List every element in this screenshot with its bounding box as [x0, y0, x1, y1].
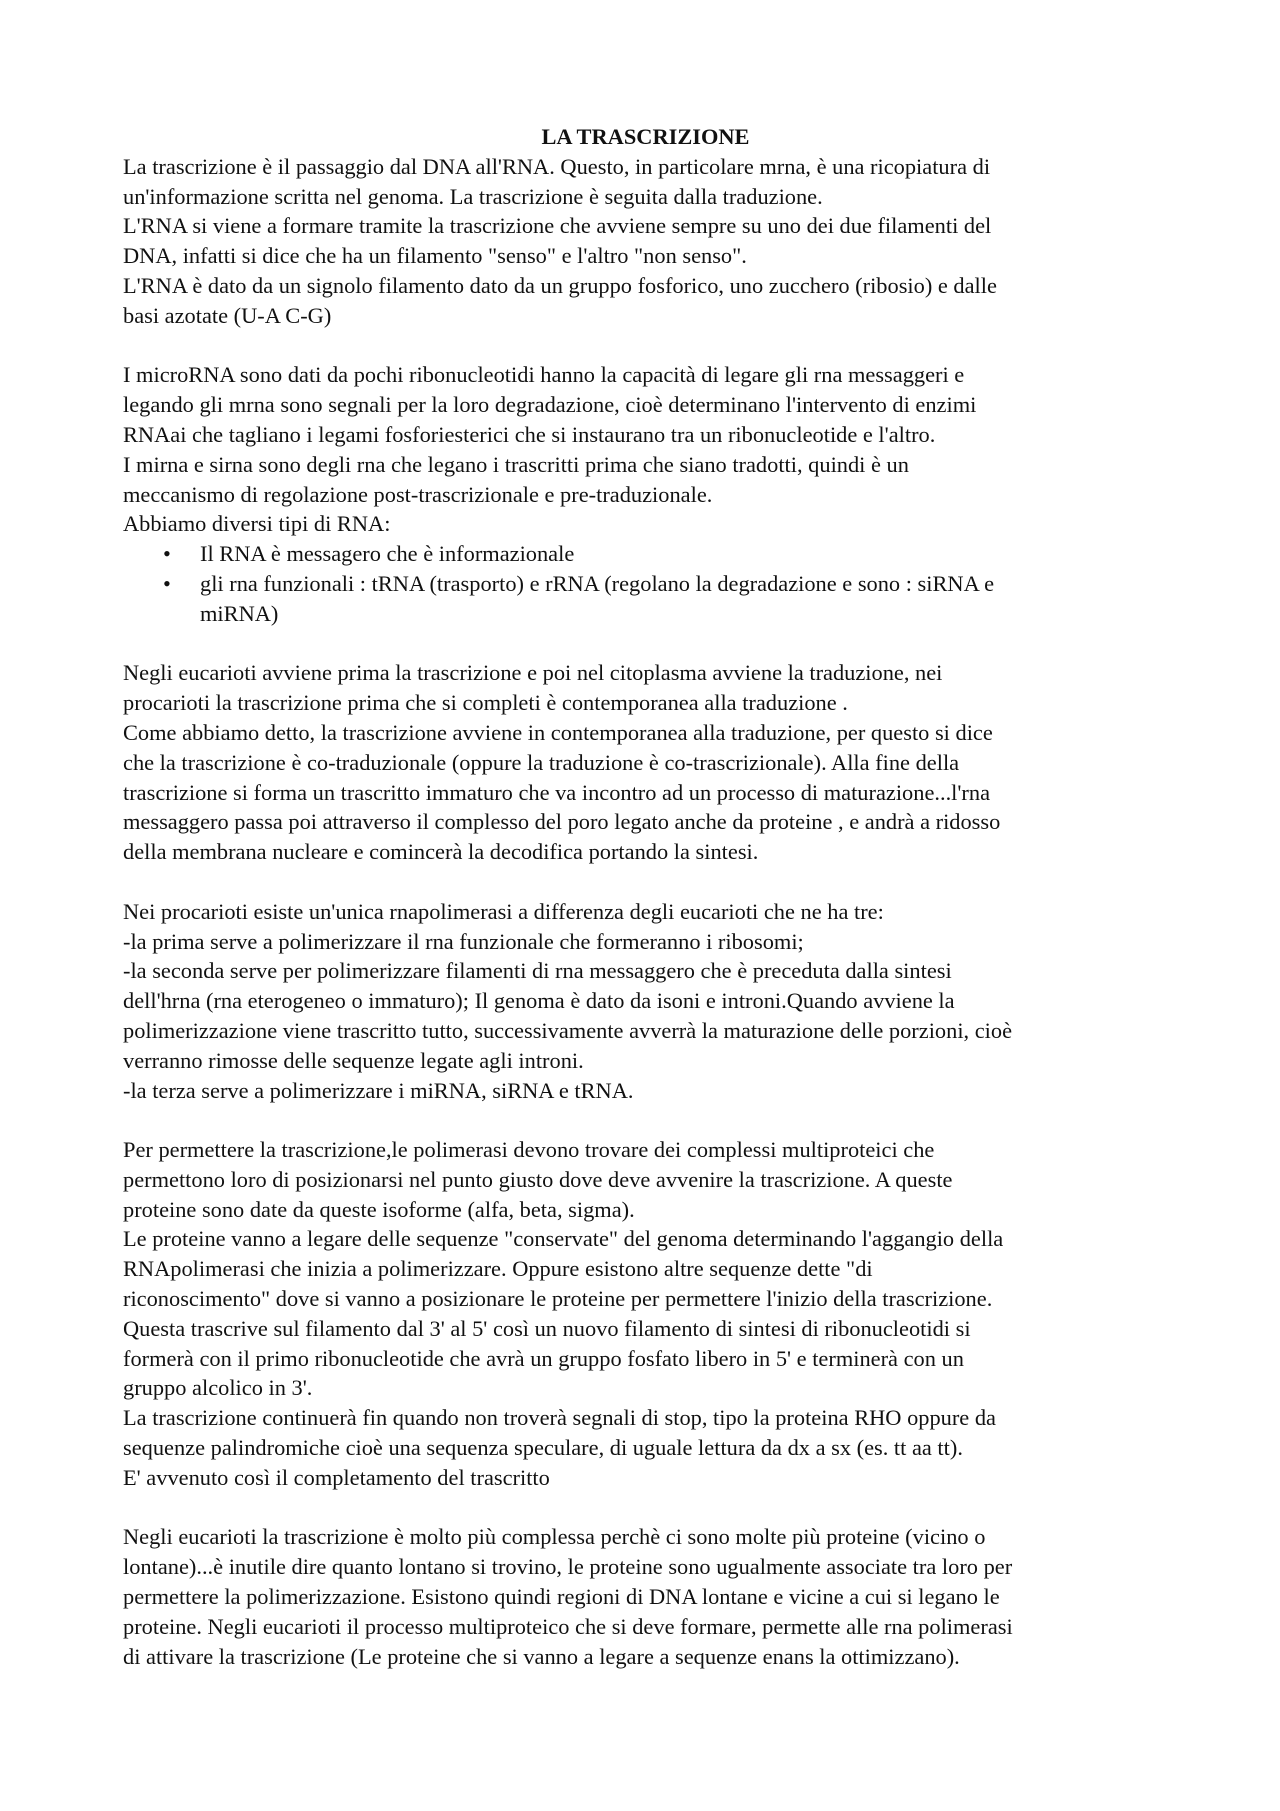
- text-line: un'informazione scritta nel genoma. La trascrizione è seguita dalla traduzione.: [123, 183, 823, 209]
- paragraph: [123, 360, 1168, 539]
- text-line: basi azotate (U-A C-G): [123, 302, 332, 328]
- text-line: RNApolimerasi che inizia a polimerizzare. Oppure esistono altre sequenze dette "di: [123, 1256, 873, 1282]
- text-line: della membrana nucleare e comincerà la decodifica portando la sintesi.: [123, 839, 759, 865]
- text-line: Come abbiamo detto, la trascrizione avviene in contemporanea alla traduzione, per questo si dice: [123, 719, 993, 745]
- text-line: procarioti la trascrizione prima che si completi è contemporanea alla traduzione .: [123, 690, 848, 716]
- text-line: lontane)...è inutile dire quanto lontano si trovino, le proteine sono ugualmente associate tra loro per: [123, 1554, 1013, 1580]
- text-line: riconoscimento" dove si vanno a posizionare le proteine per permettere l'inizio della trascrizione.: [123, 1286, 993, 1312]
- text-line: Questa trascrive sul filamento dal 3' al 5' così un nuovo filamento di sintesi di ribonucleotidi si: [123, 1315, 971, 1341]
- bullet-item: [123, 569, 1168, 629]
- text-line: legando gli mrna sono segnali per la loro degradazione, cioè determinano l'intervento di enzimi: [123, 392, 977, 418]
- paragraph: [123, 1522, 1168, 1671]
- bullet-text-line: Il RNA è messagero che è informazionale: [200, 541, 575, 567]
- paragraph: [123, 1135, 1168, 1493]
- text-line: messaggero passa poi attraverso il complesso del poro legato anche da proteine , e andrà a ridosso: [123, 809, 1001, 835]
- text-line: permettono loro di posizionarsi nel punto giusto dove deve avvenire la trascrizione. A queste: [123, 1166, 953, 1192]
- text-line: RNAai che tagliano i legami fosforiesterici che si instaurano tra un ribonucleotide e l'altro.: [123, 421, 936, 447]
- text-line: E' avvenuto così il completamento del trascritto: [123, 1464, 550, 1490]
- text-line: gruppo alcolico in 3'.: [123, 1375, 313, 1401]
- text-line: Negli eucarioti avviene prima la trascrizione e poi nel citoplasma avviene la traduzione, nei: [123, 660, 943, 686]
- paragraph: [123, 897, 1168, 1106]
- bullet-dot-icon: •: [163, 570, 171, 596]
- text-line: L'RNA è dato da un signolo filamento dato da un gruppo fosforico, uno zucchero (ribosio) e dalle: [123, 272, 997, 298]
- text-line: dell'hrna (rna eterogeneo o immaturo); Il genoma è dato da isoni e introni.Quando avviene la: [123, 988, 955, 1014]
- text-line: verranno rimosse delle sequenze legate agli introni.: [123, 1047, 584, 1073]
- text-line: I mirna e sirna sono degli rna che legano i trascritti prima che siano tradotti, quindi è un: [123, 451, 909, 477]
- bullet-item: [123, 539, 1168, 569]
- text-line: che la trascrizione è co-traduzionale (oppure la traduzione è co-trascrizionale). Alla fine della: [123, 749, 960, 775]
- text-line: -la seconda serve per polimerizzare filamenti di rna messaggero che è preceduta dalla sintesi: [123, 958, 952, 984]
- text-line: Le proteine vanno a legare delle sequenze "conservate" del genoma determinando l'aggangio della: [123, 1226, 1004, 1252]
- bullet-text-line: gli rna funzionali : tRNA (trasporto) e rRNA (regolano la degradazione e sono : siRNA e: [200, 570, 995, 596]
- paragraph-gap: [123, 629, 1168, 659]
- paragraph: [123, 658, 1168, 867]
- text-line: -la prima serve a polimerizzare il rna funzionale che formeranno i ribosomi;: [123, 928, 804, 954]
- text-line: La trascrizione è il passaggio dal DNA all'RNA. Questo, in particolare mrna, è una ricopiatura di: [123, 153, 991, 179]
- document-title: LA TRASCRIZIONE: [541, 124, 750, 149]
- text-line: -la terza serve a polimerizzare i miRNA, siRNA e tRNA.: [123, 1077, 634, 1103]
- paragraph-gap: [123, 867, 1168, 897]
- text-line: I microRNA sono dati da pochi ribonucleotidi hanno la capacità di legare gli rna messaggeri e: [123, 362, 965, 388]
- text-line: di attivare la trascrizione (Le proteine che si vanno a legare a sequenze enans la ottimizzano).: [123, 1643, 960, 1669]
- text-line: sequenze palindromiche cioè una sequenza speculare, di uguale lettura da dx a sx (es. tt aa tt).: [123, 1435, 963, 1461]
- text-line: L'RNA si viene a formare tramite la trascrizione che avviene sempre su uno dei due filamenti del: [123, 213, 992, 239]
- text-line: formerà con il primo ribonucleotide che avrà un gruppo fosfato libero in 5' e terminerà con un: [123, 1345, 964, 1371]
- bullet-list: [123, 539, 1168, 628]
- text-line: DNA, infatti si dice che ha un filamento "senso" e l'altro "non senso".: [123, 243, 747, 269]
- text-line: Negli eucarioti la trascrizione è molto più complessa perchè ci sono molte più proteine (vicino o: [123, 1524, 986, 1550]
- document-sections: [123, 152, 1168, 1672]
- bullet-dot-icon: •: [163, 541, 171, 567]
- text-line: polimerizzazione viene trascritto tutto, successivamente avverrà la maturazione delle porzioni, cioè: [123, 1017, 1013, 1043]
- text-line: La trascrizione continuerà fin quando non troverà segnali di stop, tipo la proteina RHO oppure da: [123, 1405, 996, 1431]
- paragraph-gap: [123, 1105, 1168, 1135]
- text-line: Per permettere la trascrizione,le polimerasi devono trovare dei complessi multiproteici che: [123, 1137, 935, 1163]
- bullet-text-line: miRNA): [200, 600, 279, 626]
- text-line: proteine. Negli eucarioti il processo multiproteico che si deve formare, permette alle rna polimerasi: [123, 1613, 1013, 1639]
- document-body: [123, 122, 1168, 1671]
- paragraph-gap: [123, 1493, 1168, 1523]
- text-line: proteine sono date da queste isoforme (alfa, beta, sigma).: [123, 1196, 635, 1222]
- text-line: Abbiamo diversi tipi di RNA:: [123, 511, 391, 537]
- paragraph-gap: [123, 331, 1168, 361]
- text-line: meccanismo di regolazione post-trascrizionale e pre-traduzionale.: [123, 481, 713, 507]
- text-line: permettere la polimerizzazione. Esistono quindi regioni di DNA lontane e vicine a cui si legano le: [123, 1584, 1000, 1610]
- paragraph: [123, 152, 1168, 331]
- text-line: Nei procarioti esiste un'unica rnapolimerasi a differenza degli eucarioti che ne ha tre:: [123, 898, 884, 924]
- text-line: trascrizione si forma un trascritto immaturo che va incontro ad un processo di maturazione...l'rna: [123, 779, 991, 805]
